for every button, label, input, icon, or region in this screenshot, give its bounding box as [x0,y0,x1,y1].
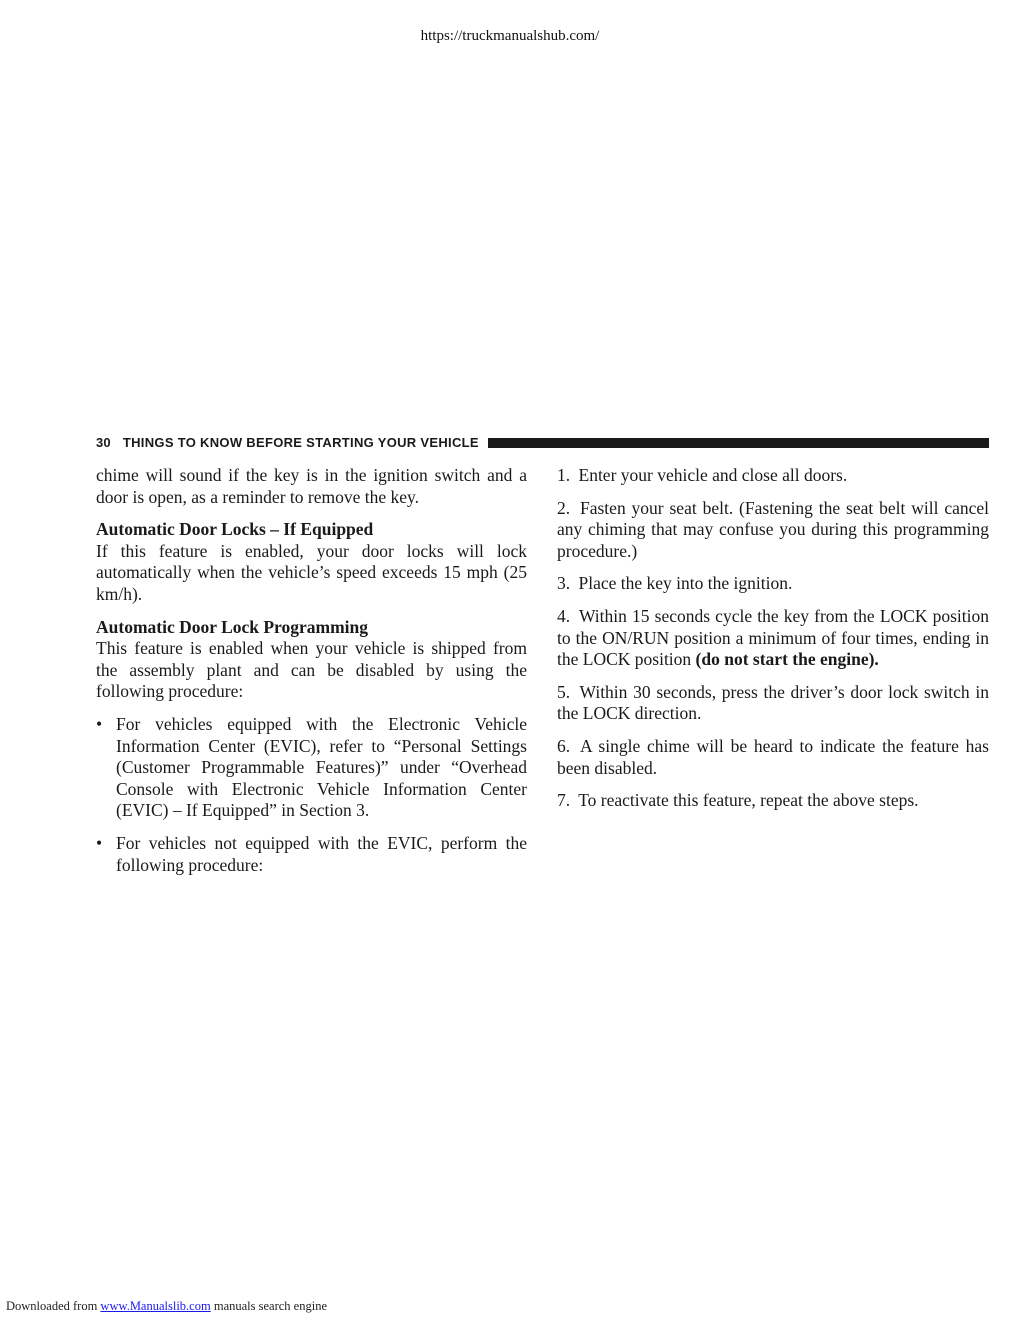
manualslib-link[interactable]: www.Manualslib.com [100,1299,211,1313]
step-item [557,736,989,779]
automatic-door-locks-body: If this feature is enabled, your door locks will lock automatically when the vehicle’s speed exceeds 15 mph (25 km/h). [96,540,527,604]
bullet-text: For vehicles equipped with the Electronic Vehicle Information Center (EVIC), refer to “Personal Settings (Customer Programmable Features)” under “Overhead Console with Electronic Vehicle Information Center (EVIC) – If Equipped” in Section 3. [116,713,527,821]
bullet-icon: • [96,832,103,853]
heading-door-lock-programming: Automatic Door Lock Programming [96,616,369,637]
step-number: 4. [557,605,571,626]
step-warning: (do not start the engine). [695,649,879,670]
bullet-text: For vehicles not equipped with the EVIC, perform the following procedure: [116,832,527,875]
step-item [557,606,989,671]
section-title: THINGS TO KNOW BEFORE STARTING YOUR VEHICLE [122,434,479,450]
page-header [96,433,989,451]
intro-paragraph: chime will sound if the key is in the ignition switch and a door is open, as a reminder to remove the key. [96,465,527,507]
step-text: Enter your vehicle and close all doors. [578,465,848,485]
step-number: 7. [557,790,571,811]
step-text: Within 15 seconds cycle the key from the LOCK position to the ON/RUN position a minimum of four times, ending in the LOCK position [557,605,989,670]
step-number: 1. [557,465,571,485]
step-item [557,465,989,487]
step-text: A single chime will be heard to indicate the feature has been disabled. [557,735,989,778]
list-item [96,714,527,822]
download-footer [6,1299,327,1314]
source-url: https://truckmanualshub.com/ [420,28,600,44]
footer-prefix: Downloaded from [6,1299,98,1313]
step-item [557,790,989,812]
step-number: 3. [557,573,571,594]
heading-automatic-door-locks: Automatic Door Locks – If Equipped [96,519,374,540]
right-column [557,465,989,823]
list-item [96,833,527,876]
footer-suffix: manuals search engine [213,1299,327,1313]
step-item [557,682,989,725]
page-number: 30 [96,434,111,450]
step-text: Within 30 seconds, press the driver’s door lock switch in the LOCK direction. [557,681,989,724]
step-text: Place the key into the ignition. [578,573,793,594]
step-text: To reactivate this feature, repeat the above steps. [578,790,919,811]
header-rule [488,438,989,448]
bullet-icon: • [96,713,103,734]
step-number: 6. [557,735,571,756]
step-number: 5. [557,681,571,702]
step-number: 2. [557,497,571,518]
step-text: Fasten your seat belt. (Fastening the seat belt will cancel any chiming that may confuse you during this programming procedure.) [557,497,989,561]
step-item [557,498,989,563]
left-column [96,465,527,887]
step-item [557,573,989,595]
door-lock-programming-body: This feature is enabled when your vehicle is shipped from the assembly plant and can be disabled by using the following procedure: [96,638,527,702]
